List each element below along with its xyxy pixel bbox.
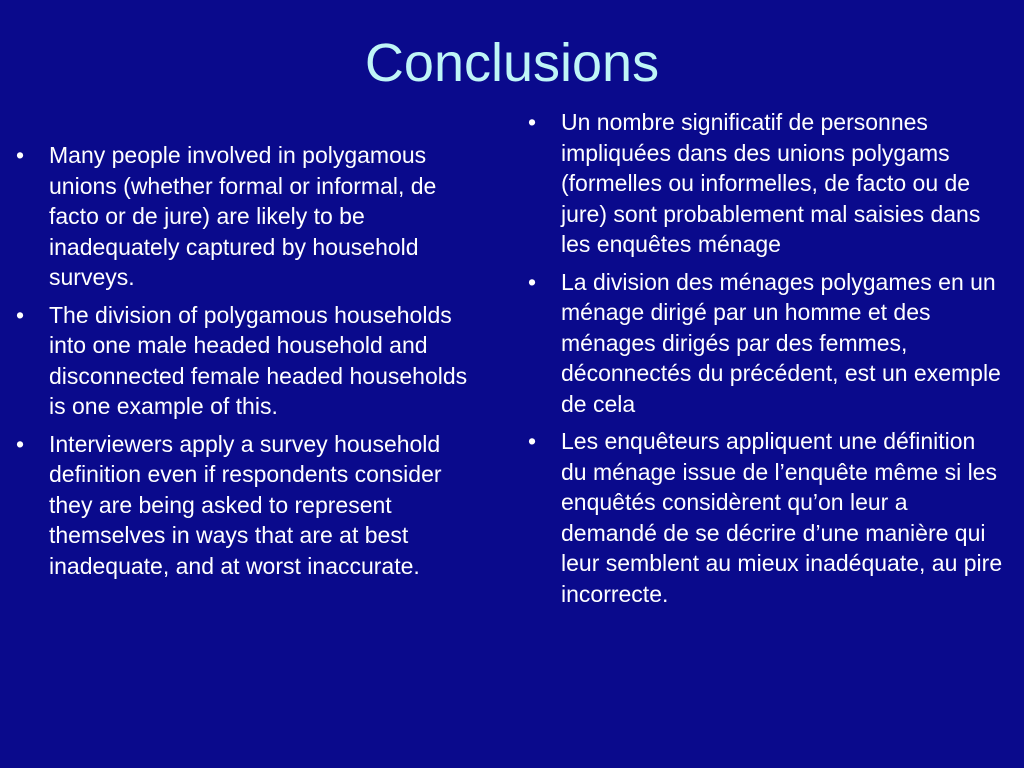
bullet-text: Many people involved in polygamous unions (whether formal or informal, de facto or de jure) are likely to be inadequately captured by household surveys. [49, 142, 437, 290]
bullet-icon: • [528, 428, 537, 454]
english-bullet-list [16, 140, 472, 588]
bullet-text: Les enquêteurs appliquent une définition du ménage issue de l’enquête même si les enquêtés considèrent qu’on leur a demandé de se décrire d’une manière qui leur semblent au mieux inadéquate, au pire incorrecte. [561, 428, 1003, 607]
bullet-icon: • [528, 109, 537, 135]
bullet-text: Un nombre significatif de personnes impliquées dans des unions polygams (formelles ou informelles, de facto ou de jure) sont probablement mal saisies dans les enquêtes ménage [561, 109, 981, 257]
list-item [16, 429, 472, 582]
list-item [16, 300, 472, 422]
list-item [528, 426, 1006, 609]
bullet-icon: • [528, 268, 537, 295]
bullet-icon: • [16, 142, 25, 168]
list-item [16, 140, 472, 293]
bullet-text: Interviewers apply a survey household definition even if respondents consider they are being asked to represent themselves in ways that are at best inadequate, and at worst inaccurate. [49, 430, 442, 579]
bullet-text: The division of polygamous households into one male headed household and disconnected female headed households is one example of this. [49, 301, 468, 419]
french-bullet-list [528, 107, 1006, 616]
bullet-icon: • [16, 430, 25, 457]
list-item [528, 107, 1006, 260]
list-item [528, 267, 1006, 420]
bullet-text: La division des ménages polygames en un ménage dirigé par un homme et des ménages dirigés par des femmes, déconnectés du précédent, est un exemple de cela [561, 268, 1001, 417]
slide-title: Conclusions [364, 33, 660, 93]
bullet-icon: • [16, 301, 25, 328]
